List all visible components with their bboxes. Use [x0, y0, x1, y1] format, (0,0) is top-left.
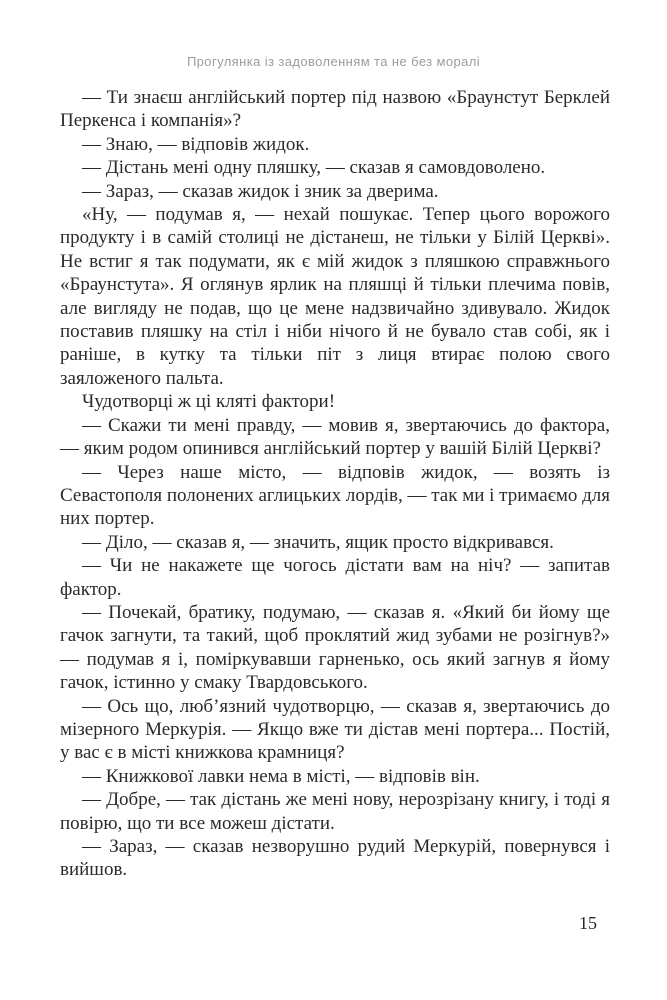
paragraph: — Добре, — так дістань же мені нову, нерозрізану книгу, і тоді я повірю, що ти все можеш дістати.: [60, 789, 610, 834]
paragraph: — Почекай, братику, подумаю, — сказав я. «Який би йому ще гачок загнути, та такий, щоб проклятий жид зубами не розігнув?» — подумав я і, поміркувавши гарненько, ось який загнув я йому гачок, істинно у смаку Твардовського.: [60, 601, 610, 694]
paragraph: — Ось що, люб’язний чудотворцю, — сказав я, звертаючись до мізерного Меркурія. — Якщо вже ти дістав мені портера... Постій, у вас є в місті книжкова крамниця?: [60, 695, 610, 764]
paragraph: «Ну, — подумав я, — нехай пошукає. Тепер цього ворожого продукту і в самій столиці не дістанеш, не тільки у Білій Церкві». Не встиг я так подумати, як є мій жидок з пляшкою справжнього «Браунстута». Я оглянув ярлик на пляшці й тільки плечима повів, але вигляду не подав, що це мене надзвичайно здивувало. Жидок поставив пляшку на стіл і ніби нічого й не бувало став собі, як і раніше, в кутку та тільки піт з лиця втирає полою свого заяложеного пальта.: [60, 204, 610, 389]
page-number: 15: [579, 913, 597, 933]
paragraph: — Зараз, — сказав жидок і зник за дверима.: [82, 180, 439, 202]
paragraph: — Знаю, — відповів жидок.: [82, 133, 310, 155]
paragraph: — Скажи ти мені правду, — мовив я, звертаючись до фактора, — яким родом опинився англійський портер у вашій Білій Церкві?: [60, 414, 610, 460]
running-head: Прогулянка із задоволенням та не без моралі: [186, 54, 481, 69]
page-text: [60, 86, 610, 882]
paragraph: — Зараз, — сказав незворушно рудий Меркурій, повернувся і вийшов.: [60, 836, 610, 881]
paragraph: — Через наше місто, — відповів жидок, — возять із Севастополя полонених аглицьких лордів, — так ми і тримаємо для них портер.: [60, 461, 611, 530]
paragraph: — Діло, — сказав я, — значить, ящик просто відкривався.: [82, 531, 554, 553]
paragraph: — Дістань мені одну пляшку, — сказав я самовдоволено.: [82, 157, 546, 179]
paragraph: Чудотворці ж ці кляті фактори!: [82, 391, 336, 413]
paragraph: — Ти знаєш англійський портер під назвою «Браунстут Берклей Перкенса і компанія»?: [60, 87, 610, 132]
paragraph: — Книжкової лавки нема в місті, — відповів він.: [82, 765, 480, 787]
paragraph: — Чи не накажете ще чогось дістати вам на ніч? — запитав фактор.: [60, 555, 610, 600]
